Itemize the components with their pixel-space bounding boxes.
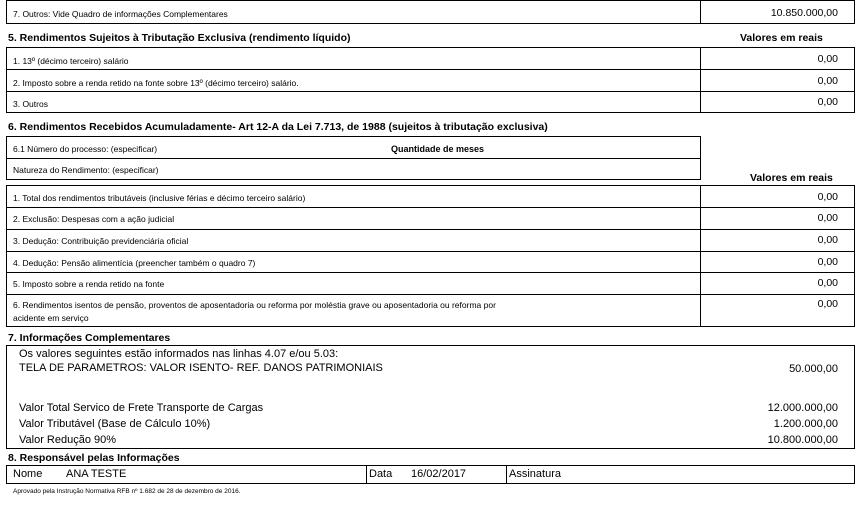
section7-line1-label: TELA DE PARAMETROS: VALOR ISENTO- REF. DANOS PATRIMONIAIS xyxy=(19,362,383,374)
section7-line2-value: 12.000.000,00 xyxy=(767,402,838,414)
section5-rowline xyxy=(6,91,855,92)
section6-row-value: 0,00 xyxy=(817,277,838,289)
section6-rowline xyxy=(6,251,855,252)
section7-line1-value: 50.000,00 xyxy=(789,363,838,375)
section6-rowline xyxy=(6,229,855,230)
section6-row-value: 0,00 xyxy=(817,234,838,246)
section6-rowline xyxy=(6,294,855,295)
section5-row-value: 0,00 xyxy=(817,75,838,87)
section6-rowline xyxy=(6,272,855,273)
section6-nature-label: Natureza do Rendimento: (especificar) xyxy=(13,165,159,175)
section6-values-header: Valores em reais xyxy=(750,172,833,184)
responsible-date-label: Data xyxy=(369,468,393,480)
section5-row-label: 1. 13º (décimo terceiro) salário xyxy=(13,56,129,66)
section7-line2-label: Valor Total Servico de Frete Transporte de Cargas xyxy=(19,402,264,414)
section7-intro: Os valores seguintes estão informados nas linhas 4.07 e/ou 5.03: xyxy=(19,348,339,360)
responsible-name-label: Nome xyxy=(13,468,43,480)
section7-line4-label: Valor Redução 90% xyxy=(19,434,117,446)
footer-approval-note: Aprovado pela Instrução Normativa RFB nº 1.682 de 28 de dezembro de 2016. xyxy=(13,488,241,495)
section6-row-label: 2. Exclusão: Despesas com a ação judicial xyxy=(13,214,175,224)
responsible-signature-label: Assinatura xyxy=(509,468,561,480)
section6-rowline xyxy=(6,207,855,208)
section8-title: 8. Responsável pelas Informações xyxy=(8,452,180,464)
section6-title: 6. Rendimentos Recebidos Acumuladamente- Art 12-A da Lei 7.713, de 1988 (sujeitos à tributação exclusiva) xyxy=(8,121,548,133)
section5-row-label: 2. Imposto sobre a renda retido na fonte sobre 13º (décimo terceiro) salário. xyxy=(13,78,299,88)
section6-last-row-label-line2: acidente em serviço xyxy=(13,313,89,323)
section8-divider xyxy=(366,465,367,484)
section6-months-label: Quantidade de meses xyxy=(391,144,485,154)
section6-last-row-value: 0,00 xyxy=(817,298,838,310)
section5-values-header: Valores em reais xyxy=(740,32,823,44)
section6-row-label: 5. Imposto sobre a renda retido na fonte xyxy=(13,279,165,289)
section6-process-line xyxy=(6,158,701,159)
responsible-date-value: 16/02/2017 xyxy=(411,468,467,480)
section7-line3-label: Valor Tributável (Base de Cálculo 10%) xyxy=(19,418,211,430)
section5-row-value: 0,00 xyxy=(817,96,838,108)
section6-process-label: 6.1 Número do processo: (especificar) xyxy=(13,144,158,154)
section6-last-row-label-line1: 6. Rendimentos isentos de pensão, proventos de aposentadoria ou reforma por moléstia grave ou aposentadoria ou reforma por xyxy=(13,300,496,310)
section5-row-label: 3. Outros xyxy=(13,99,48,109)
section7-title: 7. Informações Complementares xyxy=(8,332,171,344)
section6-row-label: 4. Dedução: Pensão alimentícia (preencher também o quadro 7) xyxy=(13,258,256,268)
section6-row-label: 3. Dedução: Contribuição previdenciária oficial xyxy=(13,236,189,246)
top-row-value: 10.850.000,00 xyxy=(770,7,838,19)
section8-divider xyxy=(506,465,507,484)
top-row-label: 7. Outros: Vide Quadro de informações Complementares xyxy=(13,9,228,19)
section5-title: 5. Rendimentos Sujeitos à Tributação Exclusiva (rendimento líquido) xyxy=(8,32,351,44)
section6-row-value: 0,00 xyxy=(817,256,838,268)
section7-line4-value: 10.800.000,00 xyxy=(767,434,838,446)
responsible-name-value: ANA TESTE xyxy=(66,468,127,480)
section6-row-value: 0,00 xyxy=(817,212,838,224)
section7-line3-value: 1.200.000,00 xyxy=(773,418,838,430)
section5-rowline xyxy=(6,69,855,70)
section6-row-value: 0,00 xyxy=(817,191,838,203)
section5-row-value: 0,00 xyxy=(817,53,838,65)
section6-row-label: 1. Total dos rendimentos tributáveis (inclusive férias e décimo terceiro salário) xyxy=(13,193,306,203)
